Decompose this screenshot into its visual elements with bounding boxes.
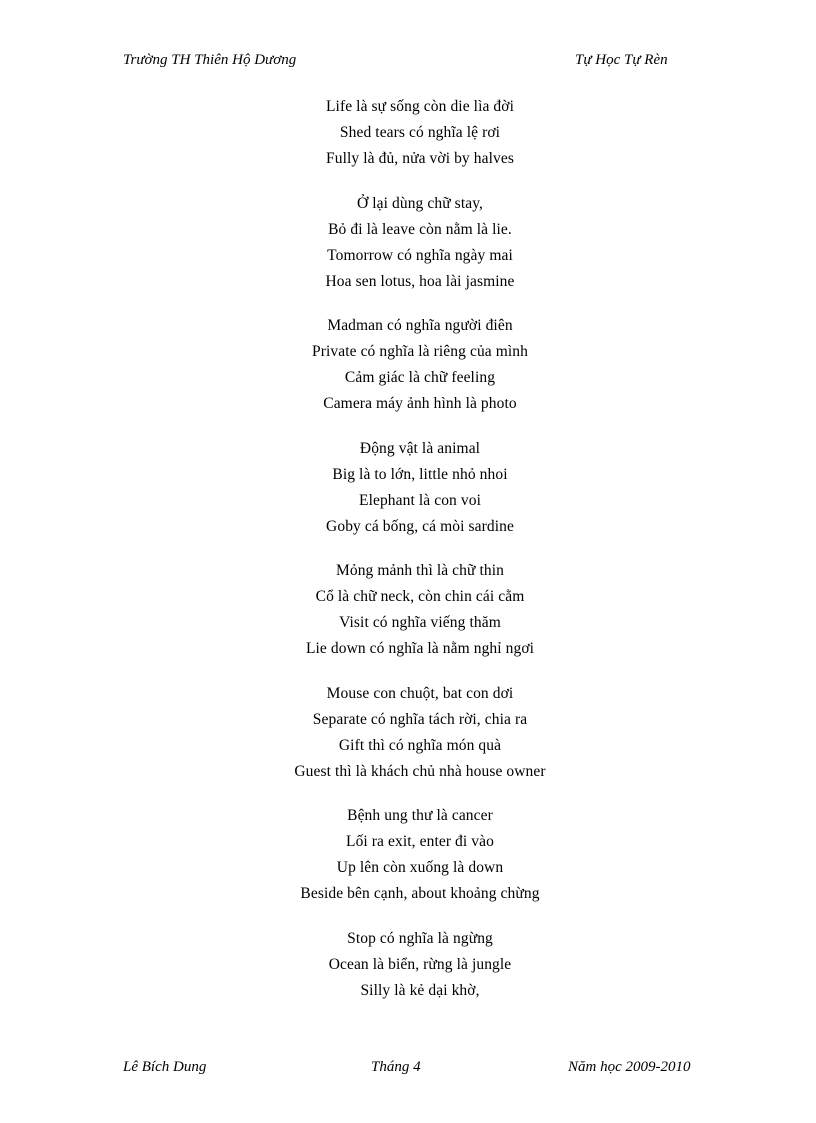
poem-line: Bệnh ung thư là cancer: [347, 807, 493, 824]
poem-line: Camera máy ảnh hình là photo: [323, 395, 517, 412]
poem-line: Fully là đủ, nửa vời by halves: [326, 150, 514, 167]
poem-line: Separate có nghĩa tách rời, chia ra: [312, 710, 528, 728]
poem-line: Lie down có nghĩa là nằm nghỉ ngơi: [305, 640, 535, 657]
poem-line: Ở lại dùng chữ stay,: [356, 194, 484, 212]
poem-line: Shed tears có nghĩa lệ rơi: [339, 124, 501, 141]
poem-line: Elephant là con voi: [359, 491, 481, 509]
stanza-2: [0, 191, 816, 295]
footer-school-year: Năm học 2009-2010: [568, 1059, 691, 1075]
poem-line: Mỏng mảnh thì là chữ thin: [335, 562, 505, 579]
poem-line: Big là to lớn, little nhỏ nhoi: [332, 465, 508, 483]
stanza-1: [0, 94, 816, 172]
poem-line: Madman có nghĩa người điên: [327, 317, 513, 334]
poem-line: Life là sự sống còn die lìa đời: [325, 98, 514, 115]
poem-line: Visit có nghĩa viếng thăm: [339, 614, 501, 631]
stanza-4: [0, 436, 816, 540]
poem-line: Up lên còn xuống là down: [336, 859, 504, 876]
poem-line: Goby cá bống, cá mòi sardine: [326, 517, 514, 535]
poem-line: Mouse con chuột, bat con dơi: [326, 684, 514, 702]
poem-line: Động vật là animal: [359, 439, 481, 457]
poem-line: Silly là kẻ dại khờ,: [360, 981, 480, 999]
poem-line: Ocean là biển, rừng là jungle: [328, 955, 512, 973]
poem-line: Cổ là chữ neck, còn chin cái cằm: [315, 588, 525, 605]
header-motto: Tự Học Tự Rèn: [575, 52, 668, 68]
poem-line: Beside bên cạnh, about khoảng chừng: [300, 885, 540, 902]
poem-line: Bỏ đi là leave còn nằm là lie.: [328, 220, 512, 238]
header-school-name: Trường TH Thiên Hộ Dương: [123, 52, 297, 68]
footer-month: Tháng 4: [371, 1059, 421, 1075]
poem-line: Private có nghĩa là riêng của mình: [311, 343, 529, 360]
stanza-3: [0, 313, 816, 417]
stanza-5: [0, 558, 816, 662]
poem-line: Guest thì là khách chủ nhà house owner: [294, 762, 546, 780]
poem: [0, 94, 816, 1004]
poem-line: Lối ra exit, enter đi vào: [346, 833, 494, 850]
stanza-8: [0, 926, 816, 1004]
footer-author: Lê Bích Dung: [123, 1059, 207, 1075]
poem-line: Hoa sen lotus, hoa lài jasmine: [325, 272, 515, 290]
poem-line: Stop có nghĩa là ngừng: [347, 929, 493, 947]
stanza-6: [0, 681, 816, 785]
poem-line: Tomorrow có nghĩa ngày mai: [327, 246, 513, 264]
poem-line: Gift thì có nghĩa món quà: [338, 736, 502, 754]
stanza-7: [0, 803, 816, 907]
poem-line: Cảm giác là chữ feeling: [344, 369, 496, 386]
